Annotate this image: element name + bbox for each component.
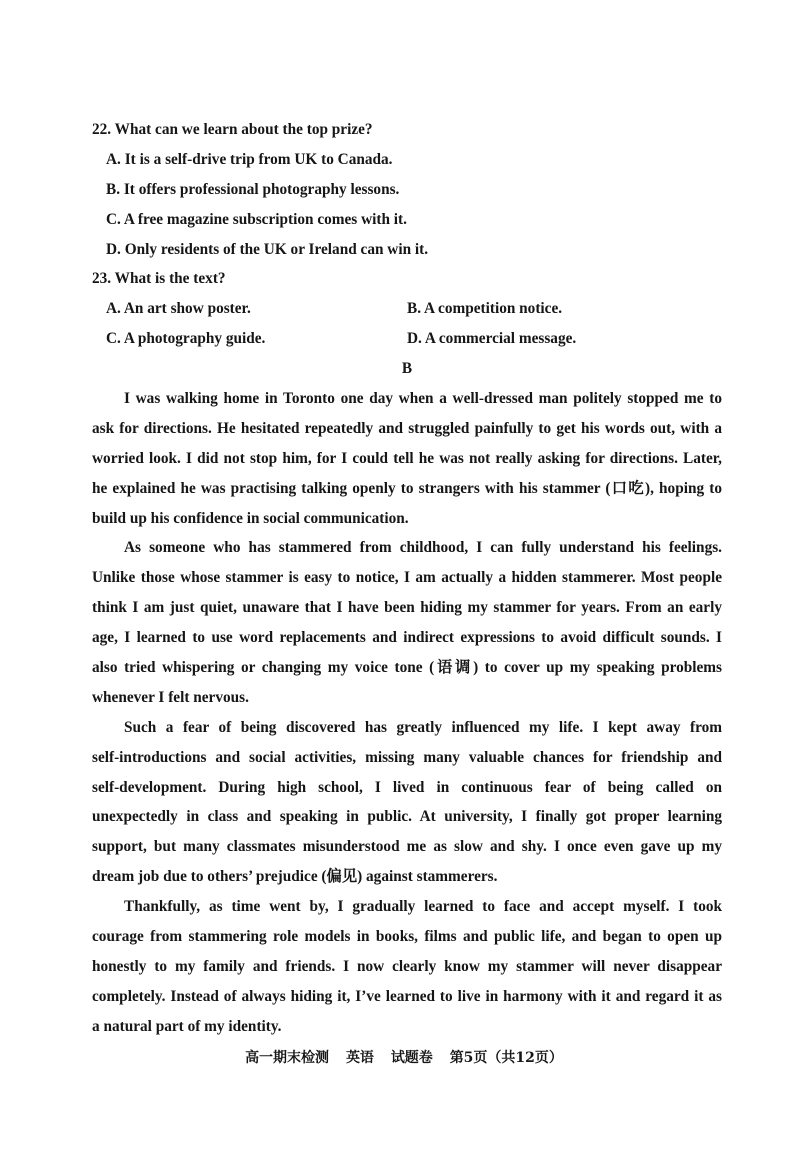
passage-line: completely. Instead of always hiding it, I’ve learned to live in harmony with it and regard it as [92,987,722,1005]
passage-line: age, I learned to use word replacements and indirect expressions to avoid difficult sounds. I [92,629,722,647]
passage-line: whenever I felt nervous. [92,688,249,706]
options-row [92,294,722,324]
passage-line: courage from stammering role models in books, films and public life, and began to open up [92,928,722,946]
passage-paragraph [92,384,722,533]
passage-paragraph [92,713,722,892]
answer-option-d: D. Only residents of the UK or Ireland can win it. [106,240,429,258]
page-footer [0,1043,800,1073]
passage-paragraph [92,533,722,712]
options-row [92,324,722,354]
exam-page [92,115,722,1042]
footer-paper-type: 试题卷 [390,1050,433,1066]
footer-exam-name: 高一期末检测 [245,1050,330,1066]
passage-line: As someone who has stammered from childhood, I can fully understand his feelings. [124,539,722,557]
passage-line: support, but many classmates misunderstood me as slow and shy. I once even gave up my [92,838,722,856]
passage-line: self-development. During high school, I lived in continuous fear of being called on [92,778,722,796]
question-stem: 22. What can we learn about the top prize? [92,121,373,138]
footer-subject: 英语 [345,1050,374,1066]
section-label: B [401,360,413,378]
question-stem: 23. What is the text? [92,270,226,288]
passage-line: dream job due to others’ prejudice (偏见) against stammerers. [92,868,498,886]
question-23 [92,264,722,354]
answer-option-a: A. It is a self-drive trip from UK to Canada. [106,150,393,168]
passage-line: I was walking home in Toronto one day when a well-dressed man politely stopped me to [124,390,722,408]
passage-line: think I am just quiet, unaware that I have been hiding my stammer for years. From an early [92,599,722,617]
passage-line: build up his confidence in social communication. [92,509,409,527]
passage-line: Such a fear of being discovered has greatly influenced my life. I kept away from [124,718,722,736]
passage-line: worried look. I did not stop him, for I could tell he was not really asking for directions. Later, [92,449,722,467]
footer-page-number: 第5页（共12页） [449,1050,563,1066]
passage-line: self-introductions and social activities, missing many valuable chances for friendship and [92,748,722,766]
passage-line: Thankfully, as time went by, I gradually learned to face and accept myself. I took [124,898,722,916]
answer-option-b: B. It offers professional photography lessons. [106,180,400,198]
passage-line: honestly to my family and friends. I now clearly know my stammer will never disappear [92,957,722,975]
passage-line: also tried whispering or changing my voice tone (语调) to cover up my speaking problems [92,659,722,677]
answer-option-c: C. A free magazine subscription comes with it. [106,210,407,228]
passage-line: he explained he was practising talking openly to strangers with his stammer (口吃), hoping to [92,479,722,497]
answer-option-a: A. An art show poster. [106,300,251,318]
answer-option-d: D. A commercial message. [407,330,577,348]
passage-line: ask for directions. He hesitated repeatedly and struggled painfully to get his words out, with a [92,419,722,437]
question-22 [92,115,722,264]
passage [92,384,722,1042]
passage-paragraph [92,892,722,1041]
answer-option-c: C. A photography guide. [106,330,266,348]
answer-option-b: B. A competition notice. [407,300,563,318]
passage-line: a natural part of my identity. [92,1017,282,1035]
passage-line: Unlike those whose stammer is easy to notice, I am actually a hidden stammerer. Most people [92,569,722,587]
passage-line: unexpectedly in class and speaking in public. At university, I finally got proper learning [92,808,722,826]
